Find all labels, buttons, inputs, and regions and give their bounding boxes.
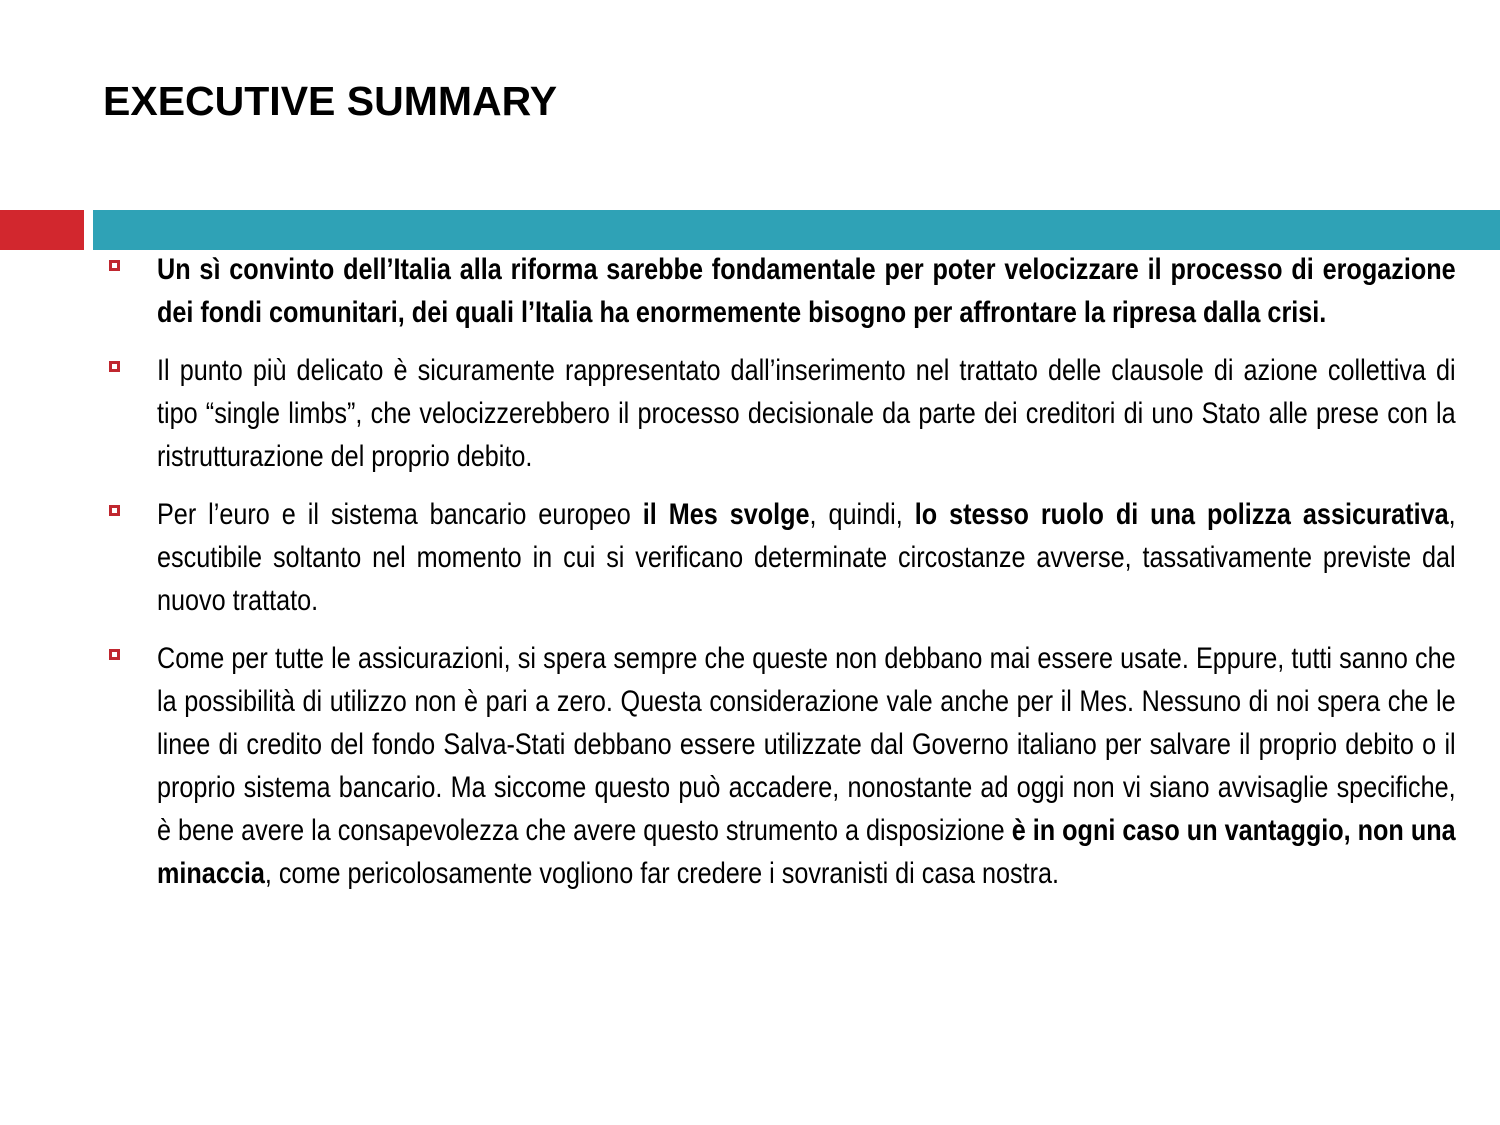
text-segment: , come pericolosamente vogliono far credere i sovranisti di casa nostra.: [264, 857, 1060, 890]
bullet-paragraph: [157, 248, 1456, 334]
text-segment: Un sì convinto dell’Italia alla riforma sarebbe fondamentale per poter velocizzare il processo di erogazione dei fondi comunitari, dei quali l’Italia ha enormemente bisogno per affrontare la ripresa dalla crisi.: [157, 253, 1456, 329]
bullet-list: [107, 248, 1497, 910]
bullet-square-icon: [109, 361, 120, 372]
text-segment: Il punto più delicato è sicuramente rappresentato dall’inserimento nel trattato delle clausole di azione collettiva di tipo “single limbs”, che velocizzerebbero il processo decisionale da parte dei creditori di uno Stato alle prese con la ristrutturazione del proprio debito.: [157, 354, 1456, 473]
bullet-square-icon: [109, 260, 120, 271]
text-segment: Per l’euro e il sistema bancario europeo: [157, 498, 643, 531]
text-segment: , quindi,: [809, 498, 915, 531]
bullet-item: [107, 493, 1497, 622]
text-segment: Come per tutte le assicurazioni, si spera sempre che queste non debbano mai essere usate. Eppure, tutti sanno che la possibilità di utilizzo non è pari a zero. Questa considerazione vale anche per il Mes. Nessuno di noi spera che le linee di credito del fondo Salva-Stati debbano essere utilizzate dal Governo italiano per salvare il proprio debito o il proprio sistema bancario. Ma siccome questo può accadere, nonostante ad oggi non vi siano avvisaglie specifiche, è bene avere la consapevolezza che avere questo strumento a disposizione: [157, 642, 1456, 847]
bullet-paragraph: [157, 637, 1456, 895]
accent-bar-red: [0, 210, 84, 250]
accent-bar-teal: [93, 210, 1500, 250]
bullet-item: [107, 637, 1497, 895]
bullet-paragraph: [157, 493, 1456, 622]
text-segment: lo stesso ruolo di una polizza assicurativa: [914, 498, 1449, 531]
text-segment: il Mes svolge: [642, 498, 810, 531]
text-segment: , escutibile soltanto nel momento in cui si verificano determinate circostanze avverse, tassativamente previste dal nuovo trattato.: [157, 498, 1456, 617]
bullet-item: [107, 349, 1497, 478]
bullet-item: [107, 248, 1497, 334]
bullet-square-icon: [109, 649, 120, 660]
bullet-paragraph: [157, 349, 1456, 478]
text-segment: è in ogni caso un vantaggio, non una minaccia: [157, 814, 1456, 890]
page-title: EXECUTIVE SUMMARY: [103, 78, 558, 124]
bullet-square-icon: [109, 505, 120, 516]
